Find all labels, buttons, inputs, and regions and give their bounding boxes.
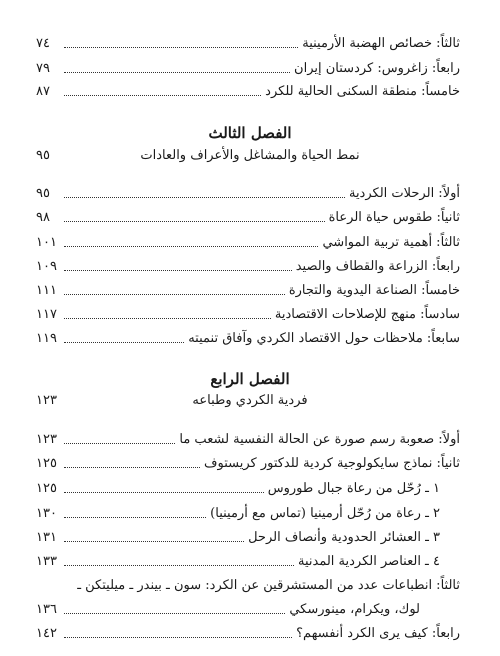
toc-entry-text: خامساً: الصناعة اليدوية والتجارة bbox=[288, 283, 460, 298]
toc-entry-text: ثالثاً: أهمية تربية المواشي bbox=[322, 235, 460, 250]
toc-entry-text: ٢ ـ رعاة من رُحّل أرمينيا (تماس مع أرمينيا) bbox=[210, 506, 440, 521]
leader-dots bbox=[64, 196, 345, 198]
chapter-page: ٩٥ bbox=[36, 148, 50, 163]
chapter-title: الفصل الرابع bbox=[210, 370, 290, 388]
toc-entry-text: رابعاً: الزراعة والقطاف والصيد bbox=[295, 259, 460, 274]
chapter-subtitle: نمط الحياة والمشاغل والأعراف والعادات bbox=[140, 148, 360, 163]
toc-entry bbox=[36, 432, 460, 454]
toc-entry-page: ٩٨ bbox=[36, 210, 50, 225]
toc-entry bbox=[36, 210, 460, 232]
toc-entry-page: ٧٤ bbox=[36, 36, 50, 51]
toc-entry-page: ١٣٠ bbox=[36, 506, 57, 521]
toc-entry-page: ١٢٣ bbox=[36, 432, 57, 447]
toc-entry bbox=[36, 578, 460, 600]
toc-entry-page: ٧٩ bbox=[36, 61, 50, 76]
toc-entry bbox=[36, 283, 460, 305]
chapter-title: الفصل الثالث bbox=[208, 124, 292, 142]
leader-dots bbox=[64, 94, 261, 96]
toc-entry-text: ثالثاً: خصائص الهضبة الأرمينية bbox=[302, 36, 460, 51]
toc-entry-text: أولاً: صعوبة رسم صورة عن الحالة النفسية لشعب ما bbox=[179, 432, 460, 447]
toc-entry bbox=[36, 307, 460, 329]
leader-dots bbox=[64, 442, 175, 444]
toc-entry bbox=[36, 186, 460, 208]
toc-entry-page: ١٠١ bbox=[36, 235, 57, 250]
leader-dots bbox=[64, 636, 292, 638]
toc-entry bbox=[36, 626, 460, 648]
toc-entry-text: ثالثاً: انطباعات عدد من المستشرقين عن الكرد: سون ـ بيندر ـ ميليتكن ـ bbox=[77, 578, 460, 593]
toc-entry-text: ١ ـ رُحّل من رعاة جبال طوروس bbox=[267, 481, 440, 496]
toc-entry-text: خامساً: منطقة السكنى الحالية للكرد bbox=[265, 84, 460, 99]
leader-dots bbox=[64, 516, 206, 518]
toc-entry bbox=[36, 259, 460, 281]
leader-dots bbox=[64, 341, 184, 343]
toc-entry-text: رابعاً: زاغروس: كردستان إيران bbox=[294, 61, 460, 76]
leader-dots bbox=[64, 46, 298, 48]
toc-entry bbox=[36, 84, 460, 106]
toc-subentry bbox=[36, 530, 440, 552]
toc-entry bbox=[36, 331, 460, 353]
leader-dots bbox=[64, 564, 294, 566]
toc-subentry bbox=[36, 481, 440, 503]
toc-entry-page: ١١١ bbox=[36, 283, 57, 298]
leader-dots bbox=[64, 245, 318, 247]
leader-dots bbox=[64, 293, 285, 295]
toc-entry-page: ٩٥ bbox=[36, 186, 50, 201]
leader-dots bbox=[64, 71, 290, 73]
toc-subentry bbox=[36, 554, 440, 576]
toc-entry bbox=[36, 61, 460, 83]
toc-subentry bbox=[36, 506, 440, 528]
toc-entry-text: ٤ ـ العناصر الكردية المدنية bbox=[298, 554, 440, 569]
toc-entry-text: ثانياً: نماذج سايكولوجية كردية للدكتور كريستوف bbox=[204, 456, 460, 471]
toc-entry-page: ١٣١ bbox=[36, 530, 57, 545]
toc-entry-page: ١٠٩ bbox=[36, 259, 57, 274]
toc-entry bbox=[36, 235, 460, 257]
toc-entry-page: ١٢٥ bbox=[36, 456, 57, 471]
leader-dots bbox=[64, 612, 285, 614]
chapter-page: ١٢٣ bbox=[36, 393, 57, 408]
toc-entry-continuation bbox=[36, 602, 420, 624]
leader-dots bbox=[64, 220, 325, 222]
toc-entry-page: ٨٧ bbox=[36, 84, 50, 99]
leader-dots bbox=[64, 491, 264, 493]
toc-entry-page: ١٤٢ bbox=[36, 626, 57, 641]
toc-entry-page: ١١٩ bbox=[36, 331, 57, 346]
leader-dots bbox=[64, 466, 200, 468]
leader-dots bbox=[64, 317, 271, 319]
toc-entry bbox=[36, 36, 460, 58]
leader-dots bbox=[64, 269, 292, 271]
toc-entry-text: أولاً: الرحلات الكردية bbox=[348, 186, 460, 201]
toc-entry-text: لوك، ويكرام، مينورسكي bbox=[289, 602, 420, 617]
toc-entry bbox=[36, 456, 460, 478]
toc-entry-text: ٣ ـ العشائر الحدودية وأنصاف الرحل bbox=[248, 530, 440, 545]
toc-entry-page: ١٣٦ bbox=[36, 602, 57, 617]
toc-entry-text: رابعاً: كيف يرى الكرد أنفسهم؟ bbox=[296, 626, 460, 641]
toc-entry-text: سادساً: منهج للإصلاحات الاقتصادية bbox=[274, 307, 460, 322]
leader-dots bbox=[64, 540, 244, 542]
toc-entry-page: ١٢٥ bbox=[36, 481, 57, 496]
toc-entry-page: ١٣٣ bbox=[36, 554, 57, 569]
toc-entry-text: سابعاً: ملاحظات حول الاقتصاد الكردي وآفاق تنميته bbox=[188, 331, 460, 346]
chapter-subtitle: فردية الكردي وطباعه bbox=[192, 393, 308, 408]
toc-entry-text: ثانياً: طقوس حياة الرعاة bbox=[328, 210, 460, 225]
toc-entry-page: ١١٧ bbox=[36, 307, 57, 322]
